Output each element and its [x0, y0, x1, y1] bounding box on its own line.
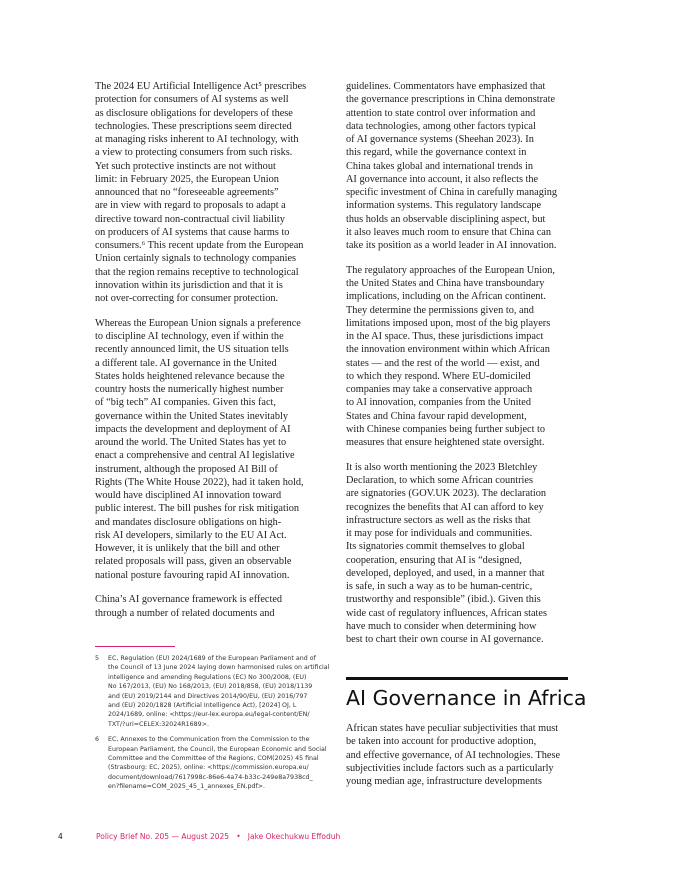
body-paragraph: It is also worth mentioning the 2023 Bletchley Declaration, to which some African countries are signatories (GOV.UK 2023). The declaration recognizes the benefits that AI can afford to key infrastructure sectors as well as the risks that it may pose for individuals and communities. Its signatories commit themselves to global cooperation, ensuring that AI is “designed, developed, deployed, and used, in a manner that is safe, in such a way as to be human-centric, trustworthy and responsible” (ibid.). Given this wide cast of regulatory influences, African states have much to consider when determining how best to chart their own course in AI governance. — [346, 461, 548, 645]
publication-info: Policy Brief No. 205 — August 2025 • Jake Okechukwu Effoduh — [96, 832, 341, 841]
footnote-text: EC, Annexes to the Communication from the Commission to the European Parliament, the Council, the European Economic and Social Committee and the Committee of the Regions, COM(2025) 45 final (Strasbourg: EC, 2025), online: <https://commission.europa.eu/ document/download/7617998c-86e6-4a74-b33c-249e8a7938cd_ en?filename=COM_2025_45_1_annexes_EN.pdf>. — [108, 736, 327, 791]
body-paragraph: The 2024 EU Artificial Intelligence Act⁵ prescribes protection for consumers of AI systems as well as disclosure obligations for developers of these technologies. These prescriptions seem directed at managing risks inherent to AI technology, with a view to protecting consumers from such risks. Yet such protective instincts are not without limit: in February 2025, the European Union announced that no “foreseeable agreements” are in view with regard to proposals to adapt a directive toward non-contractual civil liability on producers of AI systems that cause harms to consumers.⁶ This recent update from the European Union certainly signals to technology companies that the region remains receptive to technological innovation within its jurisdiction and that it is not over-correcting for consumer protection. — [95, 81, 307, 304]
heading-rule — [346, 677, 568, 680]
body-paragraph: guidelines. Commentators have emphasized that the governance prescriptions in China demonstrate attention to state control over information and data technologies, among other factors typical of AI governance systems (Sheehan 2023). In this regard, while the governance context in China takes global and international trends in AI governance into account, it also reflects the specific investment of China in carefully managing information systems. This regulatory landscape thus holds an observable disciplining aspect, but it also leaves much room to ensure that China can take its position as a world leader in AI innovation. — [346, 81, 558, 251]
page-number: 4 — [58, 832, 63, 841]
footnote-number: 6 — [95, 736, 100, 744]
footnote-5 — [95, 654, 335, 729]
footnote-divider — [95, 646, 175, 647]
body-paragraph: Whereas the European Union signals a preference to discipline AI technology, even if within the recently announced limit, the US situation tells a different tale. AI governance in the United States holds heightened relevance because the country hosts the numerically highest number of “big tech” AI companies. Given this fact, governance within the United States inevitably impacts the development and deployment of AI around the world. The United States has yet to enact a comprehensive and central AI legislative instrument, although the proposed AI Bill of Rights (The White House 2022), had it taken hold, would have disciplined AI innovation toward public interest. The bill pushes for risk mitigation and mandates disclosure obligations on high- risk AI developers, similarly to the EU AI Act. However, it is unlikely that the bill and other related proposals will pass, given an observable national posture favouring rapid AI innovation. — [95, 317, 304, 581]
body-paragraph: China’s AI governance framework is effected through a number of related documents and — [95, 594, 283, 619]
right-column — [346, 80, 586, 658]
section-paragraph: African states have peculiar subjectivities that must be taken into account for productive adoption, and effective governance, of AI technologies. These subjectivities include factors such as a particularly young median age, infrastructure developments — [346, 723, 561, 787]
footnote-6 — [95, 735, 335, 791]
left-column — [95, 80, 335, 631]
footnote-number: 5 — [95, 655, 100, 662]
footnote-text: EC, Regulation (EU) 2024/1689 of the European Parliament and of the Council of 13 June 2024 laying down harmonised rules on artificial intelligence and amending Regulations (EC) No 300/2008, (EU) No 167/2013, (EU) No 168/2013, (EU) 2018/858, (EU) 2018/1139 and (EU) 2019/2144 and Directives 2014/90/EU, (EU) 2016/797 and (EU) 2020/1828 (Artificial Intelligence Act), [2024] OJ, L 2024/1689, online: <https://eur-lex.europa.eu/legal-content/EN/ TXT/?uri=CELEX:32024R1689>. — [108, 655, 330, 728]
body-paragraph: The regulatory approaches of the European Union, the United States and China have transboundary implications, including on the African continent. They determine the permissions given to, and limitations imposed upon, most of the big players in the AI space. Thus, these jurisdictions impact the innovation environment within which African states — and the rest of the world — exist, and to which they respond. Where EU-domiciled companies may take a conservative approach to AI innovation, companies from the United States and China favour rapid development, with Chinese companies being further subject to measures that ensure heightened state oversight. — [346, 264, 556, 448]
footnotes — [95, 654, 335, 798]
section-heading: AI Governance in Africa — [346, 686, 587, 710]
